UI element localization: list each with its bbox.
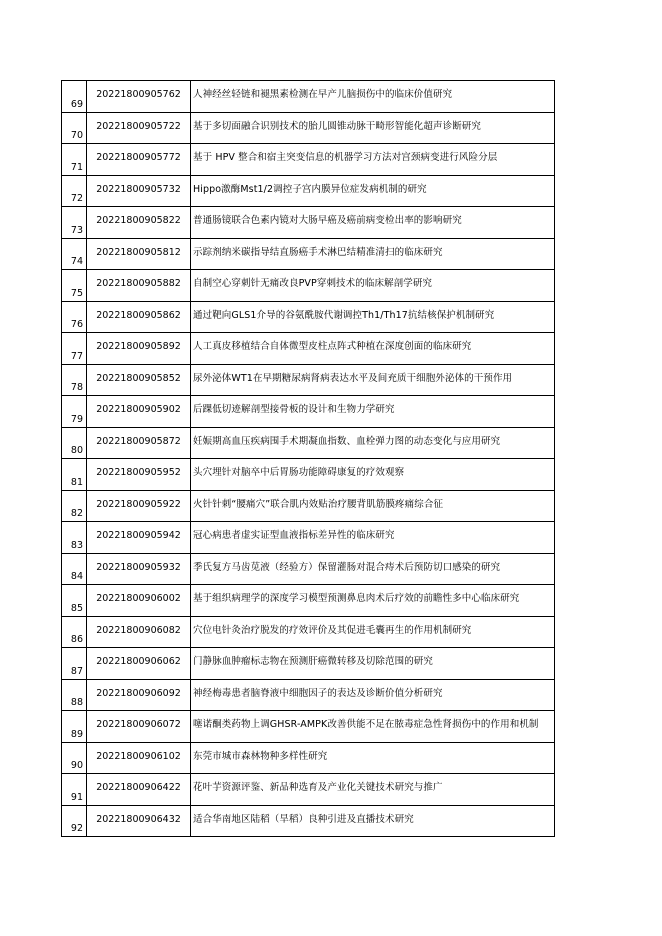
row-number: 82 — [62, 491, 87, 522]
project-id: 20221800906082 — [87, 617, 191, 648]
project-id: 20221800905892 — [87, 333, 191, 364]
project-title: 神经梅毒患者脑脊液中细胞因子的表达及诊断价值分析研究 — [193, 687, 443, 699]
project-id: 20221800905922 — [87, 491, 191, 522]
table-row — [62, 176, 554, 208]
table-row — [62, 585, 554, 617]
row-number: 92 — [62, 806, 87, 837]
project-id: 20221800905852 — [87, 365, 191, 396]
project-title: 妊娠期高血压疾病围手术期凝血指数、血栓弹力图的动态变化与应用研究 — [193, 435, 501, 447]
row-number: 78 — [62, 365, 87, 396]
project-id: 20221800905812 — [87, 239, 191, 270]
table-row — [62, 711, 554, 743]
row-number: 73 — [62, 207, 87, 238]
table-row — [62, 428, 554, 460]
table-row — [62, 270, 554, 302]
project-title: 花叶芋资源评鉴、新品种选育及产业化关键技术研究与推广 — [193, 782, 443, 794]
project-title: 门静脉血肿瘤标志物在预测肝癌微转移及切除范围的研究 — [193, 656, 434, 668]
project-title: 示踪剂纳米碳指导结直肠癌手术淋巴结精准清扫的临床研究 — [193, 246, 443, 258]
table-row — [62, 774, 554, 806]
project-title: 季氏复方马齿苋液（经验方）保留灌肠对混合痔术后预防切口感染的研究 — [193, 561, 501, 573]
project-id: 20221800906072 — [87, 711, 191, 742]
project-title: 普通肠镜联合色素内镜对大肠早癌及癌前病变检出率的影响研究 — [193, 215, 462, 227]
row-number: 70 — [62, 113, 87, 144]
table-row — [62, 396, 554, 428]
row-number: 80 — [62, 428, 87, 459]
table-row — [62, 617, 554, 649]
project-title: 适合华南地区陆稻（旱稻）良种引进及直播技术研究 — [193, 813, 414, 825]
project-id: 20221800905932 — [87, 554, 191, 585]
project-title: 头穴埋针对脑卒中后胃肠功能障碍康复的疗效观察 — [193, 467, 405, 479]
row-number: 85 — [62, 585, 87, 616]
table-row — [62, 806, 554, 838]
row-number: 83 — [62, 522, 87, 553]
row-number: 81 — [62, 459, 87, 490]
row-number: 89 — [62, 711, 87, 742]
project-id: 20221800905822 — [87, 207, 191, 238]
row-number: 76 — [62, 302, 87, 333]
project-title: 火针针刺“腰痛穴”联合肌内效贴治疗腰背肌筋膜疼痛综合征 — [193, 498, 444, 510]
row-number: 74 — [62, 239, 87, 270]
row-number: 77 — [62, 333, 87, 364]
row-number: 86 — [62, 617, 87, 648]
table-row — [62, 522, 554, 554]
project-id: 20221800906002 — [87, 585, 191, 616]
project-id: 20221800905862 — [87, 302, 191, 333]
table-row — [62, 459, 554, 491]
row-number: 71 — [62, 144, 87, 175]
row-number: 75 — [62, 270, 87, 301]
project-title: 人神经丝轻链和褪黑素检测在早产儿脑损伤中的临床价值研究 — [193, 89, 453, 101]
project-title: 噻诺酮类药物上调GHSR-AMPK改善供能不足在脓毒症急性肾损伤中的作用和机制 — [193, 719, 539, 731]
project-title: 自制空心穿刺针无痛改良PVP穿刺技术的临床解剖学研究 — [193, 278, 433, 290]
table-row — [62, 207, 554, 239]
project-title: 冠心病患者虚实证型血液指标差异性的临床研究 — [193, 530, 395, 542]
table-row — [62, 333, 554, 365]
project-id: 20221800906062 — [87, 648, 191, 679]
project-title: 尿外泌体WT1在早期糖尿病肾病表达水平及间充质干细胞外泌体的干预作用 — [193, 372, 513, 384]
row-number: 69 — [62, 81, 87, 112]
table-row — [62, 743, 554, 775]
project-id: 20221800906432 — [87, 806, 191, 837]
project-title: 人工真皮移植结合自体微型皮柱点阵式种植在深度创面的临床研究 — [193, 341, 472, 353]
project-id: 20221800906422 — [87, 774, 191, 805]
table-row — [62, 680, 554, 712]
project-table — [61, 80, 555, 837]
table-row — [62, 113, 554, 145]
project-title: 后踝低切迹解剖型接骨板的设计和生物力学研究 — [193, 404, 395, 416]
project-id: 20221800905762 — [87, 81, 191, 112]
row-number: 90 — [62, 743, 87, 774]
project-id: 20221800905902 — [87, 396, 191, 427]
row-number: 88 — [62, 680, 87, 711]
row-number: 72 — [62, 176, 87, 207]
project-id: 20221800905882 — [87, 270, 191, 301]
project-title: 东莞市城市森林物种多样性研究 — [193, 750, 328, 762]
project-id: 20221800905722 — [87, 113, 191, 144]
project-id: 20221800905732 — [87, 176, 191, 207]
project-title: 基于多切面融合识别技术的胎儿圆锥动脉干畸形智能化超声诊断研究 — [193, 120, 482, 132]
project-title: 通过靶向GLS1介导的谷氨酰胺代谢调控Th1/Th17抗结核保护机制研究 — [193, 309, 495, 321]
table-row — [62, 239, 554, 271]
project-title: 基于组织病理学的深度学习模型预测鼻息肉术后疗效的前瞻性多中心临床研究 — [193, 593, 520, 605]
table-row — [62, 144, 554, 176]
project-title: 穴位电针灸治疗脱发的疗效评价及其促进毛囊再生的作用机制研究 — [193, 624, 472, 636]
project-id: 20221800906102 — [87, 743, 191, 774]
row-number: 87 — [62, 648, 87, 679]
project-title: Hippo激酶Mst1/2调控子宫内膜异位症发病机制的研究 — [193, 183, 427, 195]
project-title: 基于 HPV 整合和宿主突变信息的机器学习方法对宫颈病变进行风险分层 — [193, 152, 498, 164]
project-id: 20221800905772 — [87, 144, 191, 175]
table-row — [62, 648, 554, 680]
row-number: 84 — [62, 554, 87, 585]
table-row — [62, 554, 554, 586]
table-row — [62, 491, 554, 523]
table-row — [62, 302, 554, 334]
table-row — [62, 81, 554, 113]
project-id: 20221800905952 — [87, 459, 191, 490]
row-number: 91 — [62, 774, 87, 805]
project-id: 20221800905942 — [87, 522, 191, 553]
project-id: 20221800906092 — [87, 680, 191, 711]
table-row — [62, 365, 554, 397]
project-id: 20221800905872 — [87, 428, 191, 459]
row-number: 79 — [62, 396, 87, 427]
